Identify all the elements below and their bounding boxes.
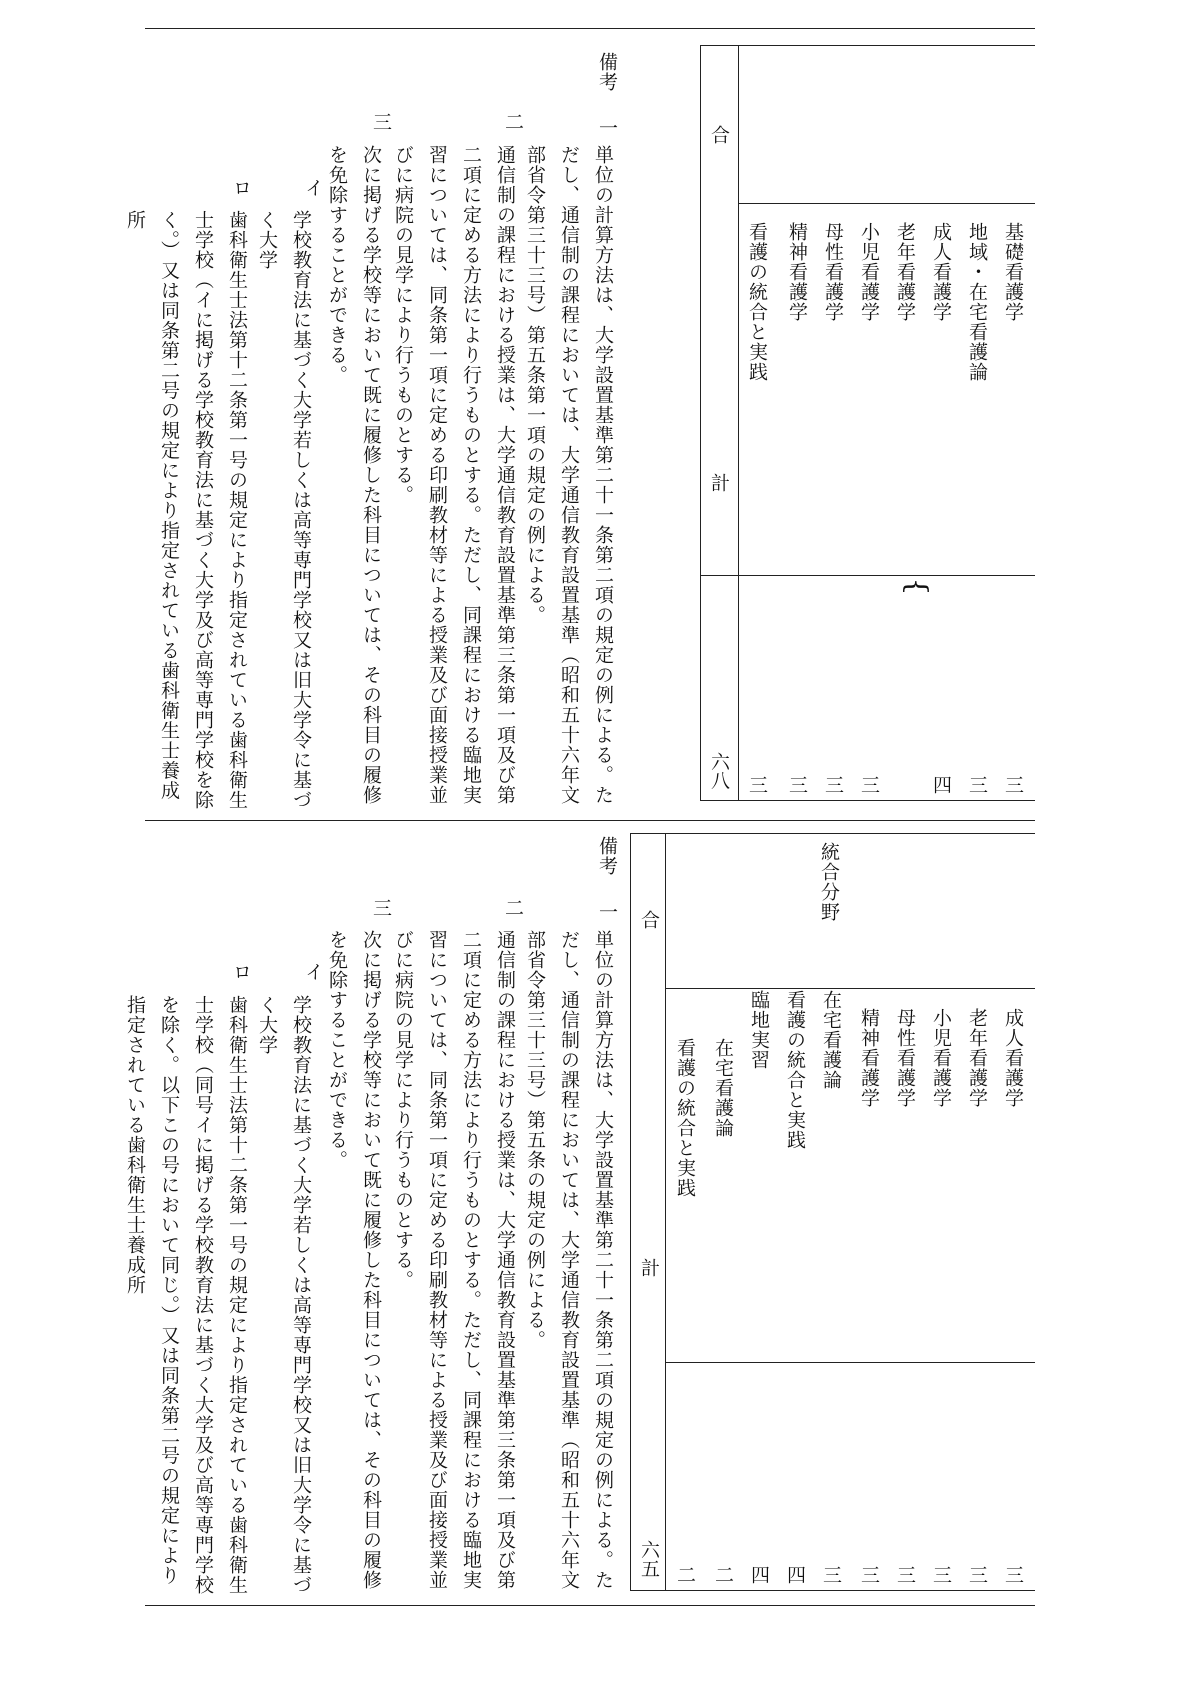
top-total-value: 六八 xyxy=(708,752,730,790)
b-subject-togo-jissen: 看護の統合と実践 xyxy=(784,990,806,1150)
credit-shoni: 三 xyxy=(858,775,880,794)
bottom-table-left-line xyxy=(630,833,631,1590)
b-subject-ronen: 老年看護学 xyxy=(966,1008,988,1108)
b-subject-seijin: 成人看護学 xyxy=(1002,1008,1024,1108)
top-item-ro-text: 歯科衛生士法第十二条第一号の規定により指定されている歯科衛生士学校（イに掲げる学校教育法に基づく大学及び高等専門学校を除く。）又は同条第二号の規定により指定されている歯科衛生士養成所 xyxy=(124,210,248,810)
credit-kiso: 三 xyxy=(1002,775,1024,794)
bottom-note2-number: 二 xyxy=(502,898,524,918)
bottom-notes-heading: 備考 xyxy=(596,836,618,876)
top-item-ro-number: ロ xyxy=(230,178,252,198)
top-note2-text: 通信制の課程における授業は、大学通信教育設置基準第三条第一項及び第二項に定める方法により行うものとする。ただし、同課程における臨地実習については、同条第一項に定める印刷教材等による授業及び面接授業並びに病院の見学により行うものとする。 xyxy=(392,145,516,805)
top-note1-number: 一 xyxy=(596,118,618,138)
credit-bosei: 三 xyxy=(822,775,844,794)
bottom-note3-number: 三 xyxy=(370,898,392,918)
bottom-page-border xyxy=(145,1605,1035,1606)
subject-shoni: 小児看護学 xyxy=(858,222,880,322)
top-table-left-line xyxy=(700,45,701,800)
top-border xyxy=(145,28,1035,29)
b-credit-seishin: 三 xyxy=(858,1565,880,1584)
top-table-top-line xyxy=(700,45,1035,46)
top-item-i-text: 学校教育法に基づく大学若しくは高等専門学校又は旧大学令に基づく大学 xyxy=(256,210,312,810)
credit-seijin-ronen: 四 xyxy=(930,775,952,794)
b-credit-seijin: 三 xyxy=(1002,1565,1024,1584)
top-note2-number: 二 xyxy=(502,112,524,132)
b-subject-seishin: 精神看護学 xyxy=(858,1008,880,1108)
bottom-note1-number: 一 xyxy=(596,902,618,922)
bottom-total-char1: 合 xyxy=(638,910,660,930)
b-credit-shoni: 三 xyxy=(930,1565,952,1584)
b-subject-bosei: 母性看護学 xyxy=(894,1008,916,1108)
top-note3-number: 三 xyxy=(370,112,392,132)
b-subject-rinchi: 臨地実習 xyxy=(748,990,770,1070)
b-credit-zaitaku: 三 xyxy=(820,1565,842,1584)
bottom-note3-text: 次に掲げる学校等において既に履修した科目については、その科目の履修を免除することができる。 xyxy=(326,930,382,1590)
bottom-total-char2: 計 xyxy=(638,1258,660,1278)
credit-togo: 三 xyxy=(746,775,768,794)
credit-chiiki: 三 xyxy=(966,775,988,794)
credit-seishin: 三 xyxy=(786,775,808,794)
b-subject-shoni: 小児看護学 xyxy=(930,1008,952,1108)
bottom-item-ro-number: ロ xyxy=(230,962,252,982)
b-credit-zaitaku-2: 二 xyxy=(712,1565,734,1584)
b-credit-ronen: 三 xyxy=(966,1565,988,1584)
subject-ronen: 老年看護学 xyxy=(894,222,916,322)
subject-togo-jissen: 看護の統合と実践 xyxy=(746,222,768,382)
top-item-i-number: イ xyxy=(302,178,324,198)
subject-seishin: 精神看護学 xyxy=(786,222,808,322)
top-note1-text: 単位の計算方法は、大学設置基準第二十一条第二項の規定の例による。ただし、通信制の課程においては、大学通信教育設置基準（昭和五十六年文部省令第三十三号）第五条第一項の規定の例による。 xyxy=(524,145,614,805)
b-credit-togo: 四 xyxy=(784,1565,806,1584)
bottom-note2-text: 通信制の課程における授業は、大学通信教育設置基準第三条第一項及び第二項に定める方法により行うものとする。ただし、同課程における臨地実習については、同条第一項に定める印刷教材等による授業及び面接授業並びに病院の見学により行うものとする。 xyxy=(392,930,516,1590)
bottom-item-ro-text: 歯科衛生士法第十二条第一号の規定により指定されている歯科衛生士学校（同号イに掲げる学校教育法に基づく大学及び高等専門学校を除く。以下この号において同じ。）又は同条第二号の規定により指定されている歯科衛生士養成所 xyxy=(124,995,248,1595)
bottom-item-i-text: 学校教育法に基づく大学若しくは高等専門学校又は旧大学令に基づく大学 xyxy=(256,995,312,1595)
top-brace: { xyxy=(900,577,934,596)
bottom-row-line xyxy=(665,1362,1035,1363)
bottom-table-total-col-line xyxy=(665,833,666,1590)
bottom-item-i-number: イ xyxy=(302,962,324,982)
top-total-char2: 計 xyxy=(708,473,730,493)
subject-bosei: 母性看護学 xyxy=(822,222,844,322)
top-table-row-line-2 xyxy=(700,575,1035,576)
bottom-note1-text: 単位の計算方法は、大学設置基準第二十一条第二項の規定の例による。ただし、通信制の課程においては、大学通信教育設置基準（昭和五十六年文部省令第三十三号）第五条の規定の例による。 xyxy=(524,930,614,1590)
bottom-table-bottom-line xyxy=(630,1590,1035,1591)
b-subject-togo-jissen-2: 看護の統合と実践 xyxy=(674,1038,696,1198)
subject-chiiki-zaitaku: 地域・在宅看護論 xyxy=(966,222,988,382)
b-credit-rinchi: 四 xyxy=(748,1565,770,1584)
top-notes-heading: 備考 xyxy=(596,52,618,92)
bottom-table-top-line xyxy=(630,833,1035,834)
group-label-togo-bunya: 統合分野 xyxy=(818,842,840,922)
section-divider xyxy=(145,820,1035,821)
top-table-bottom-line xyxy=(700,800,1035,801)
b-subject-zaitaku-2: 在宅看護論 xyxy=(712,1038,734,1138)
b-credit-bosei: 三 xyxy=(894,1565,916,1584)
bottom-table-row-line xyxy=(850,988,1035,989)
subject-kiso: 基礎看護学 xyxy=(1002,222,1024,322)
top-total-char1: 合 xyxy=(708,125,730,145)
top-table-total-col-line xyxy=(738,45,739,800)
top-table-row-line xyxy=(738,203,1035,204)
bottom-group-line xyxy=(665,988,850,989)
b-credit-togo-2: 二 xyxy=(674,1565,696,1584)
top-note3-text: 次に掲げる学校等において既に履修した科目については、その科目の履修を免除することができる。 xyxy=(326,145,382,805)
bottom-total-value: 六五 xyxy=(638,1540,660,1578)
subject-seijin: 成人看護学 xyxy=(930,222,952,322)
b-subject-zaitaku: 在宅看護論 xyxy=(820,990,842,1090)
